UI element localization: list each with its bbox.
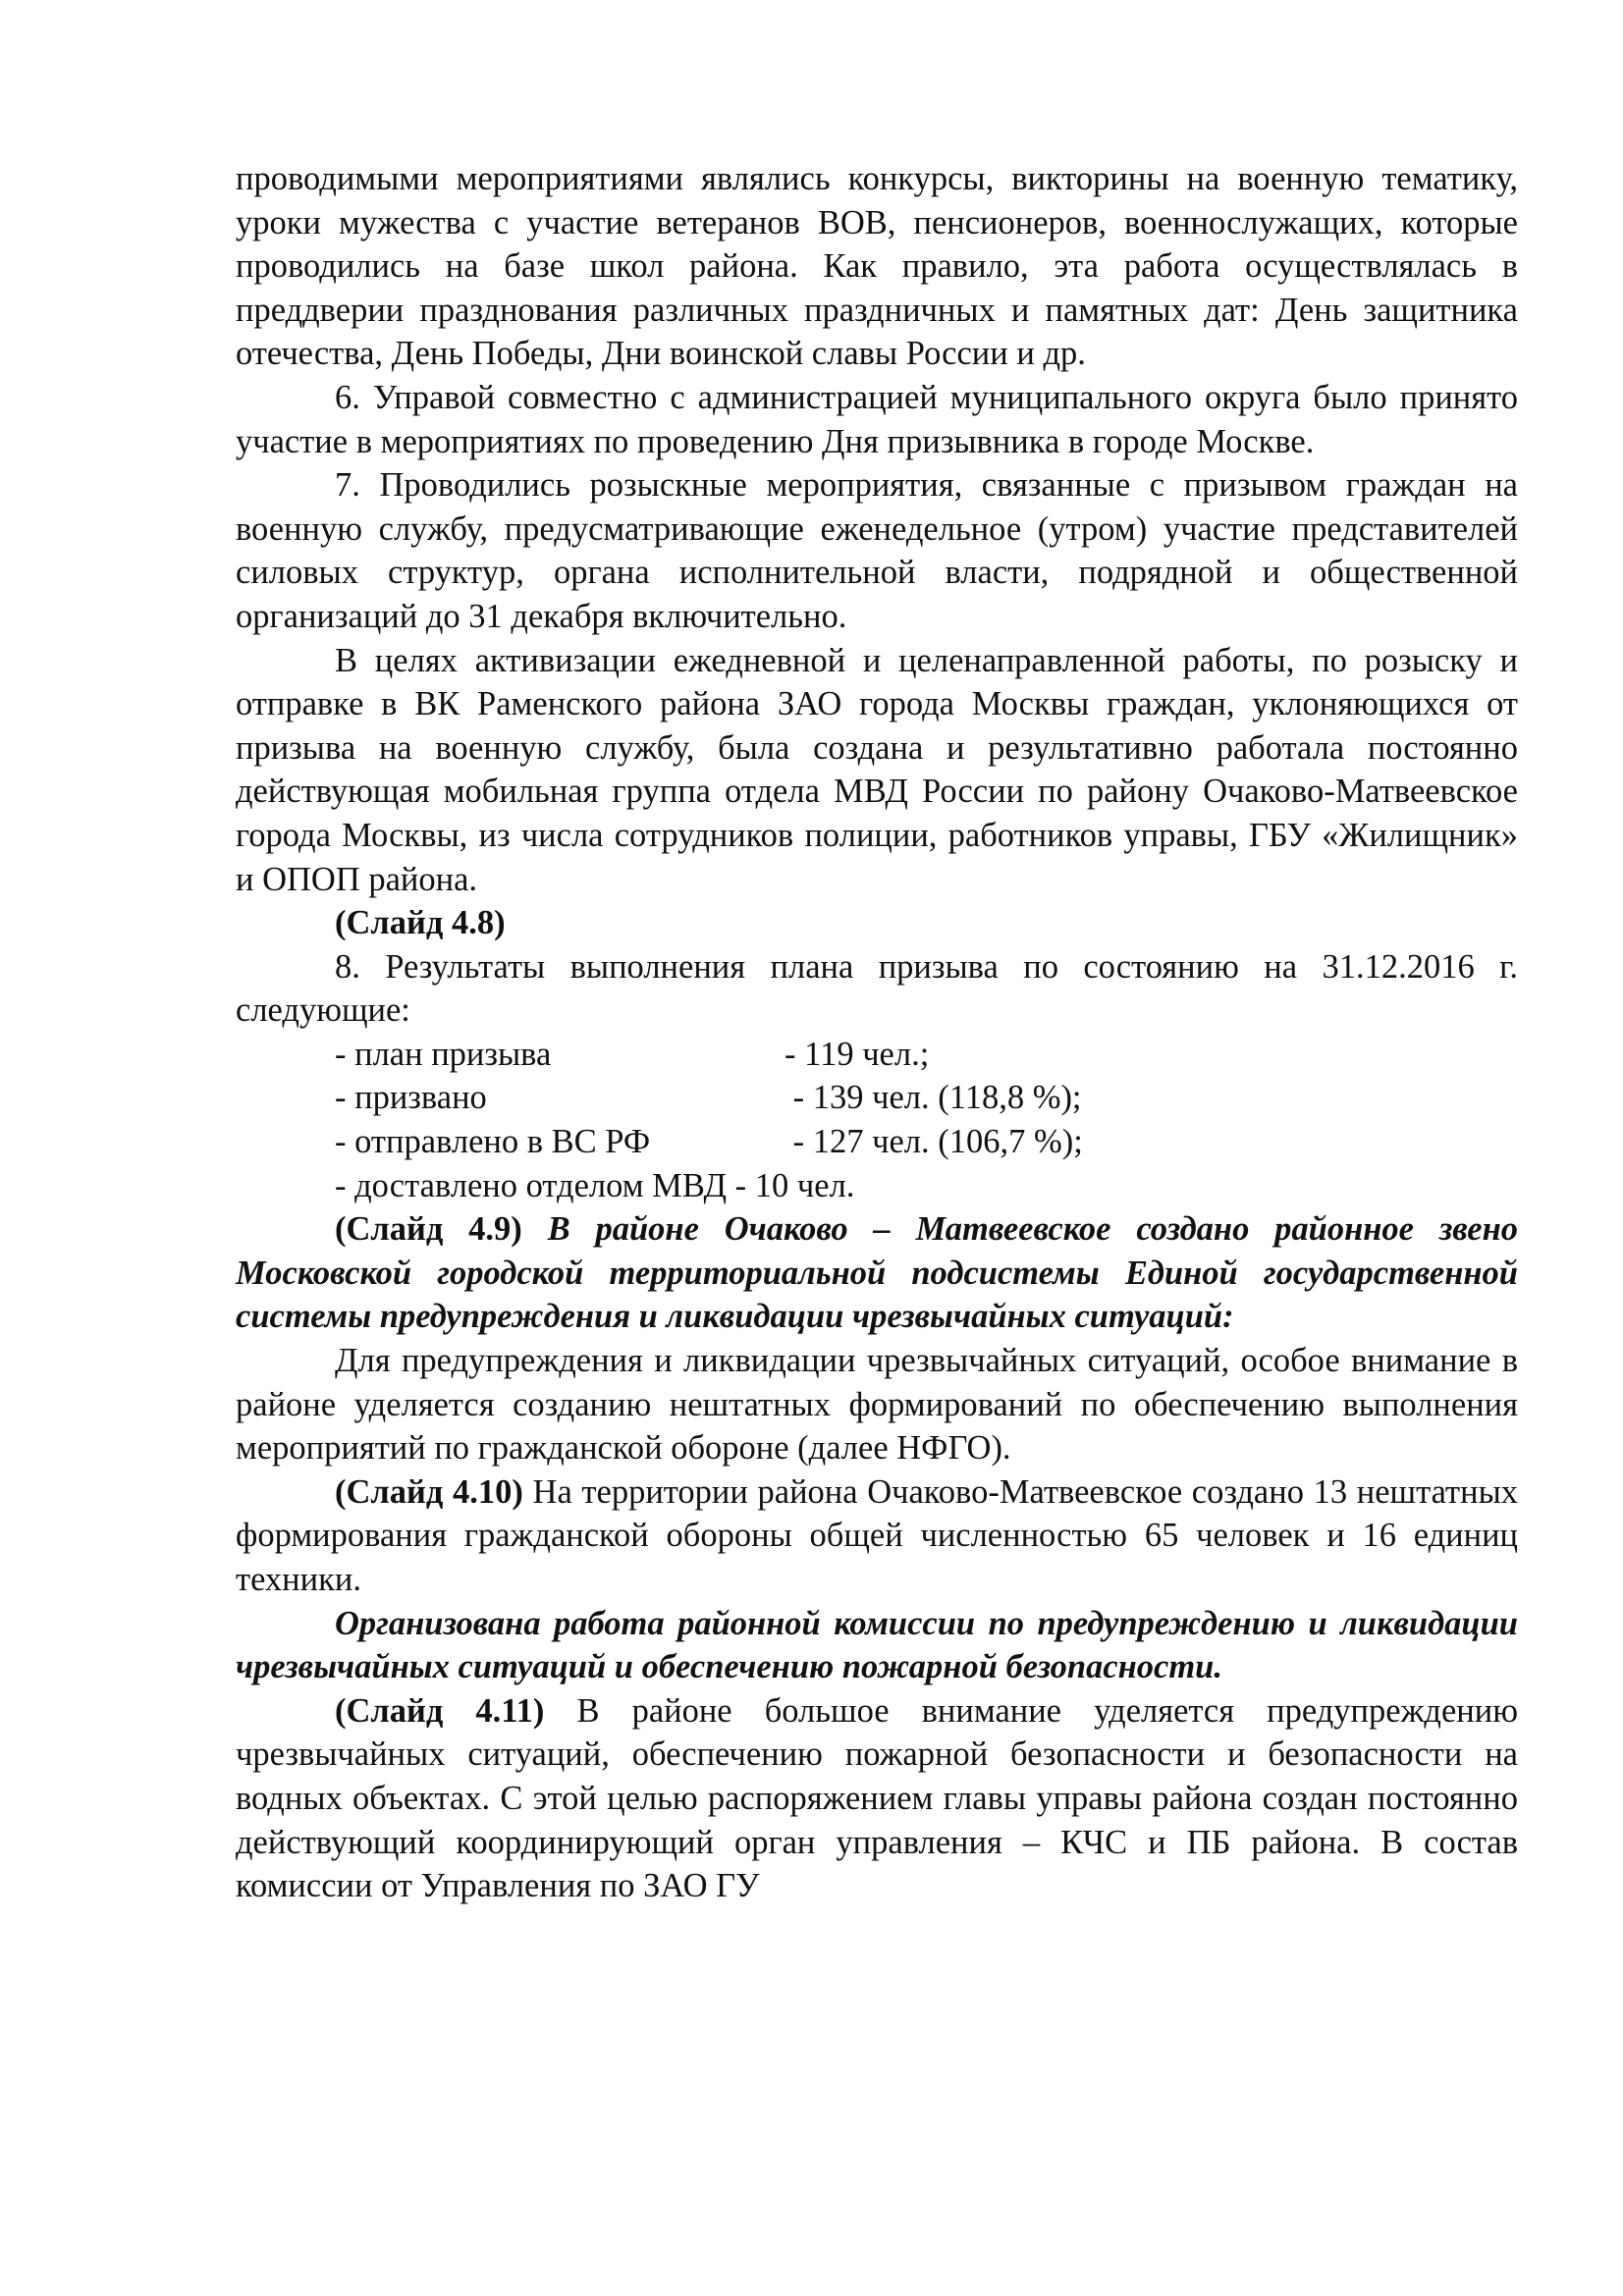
slide-label-4-8: (Слайд 4.8) xyxy=(335,904,506,942)
results-row-delivered: - доставлено отделом МВД - 10 чел. xyxy=(335,1166,855,1204)
slide-label-4-9: (Слайд 4.9) xyxy=(335,1210,522,1249)
paragraph-slide-4-10-text: На территории района Очаково-Матвеевское создано 13 нештатных формирования гражданской обороны общей численностью 65 человек и 16 единиц техники. xyxy=(236,1472,1519,1598)
results-row-plan xyxy=(236,1033,1518,1077)
paragraph-slide-4-11-text: В районе большое внимание уделяется предупреждению чрезвычайных ситуаций, обеспечению пожарной безопасности и безопасности на водных объектах. С этой целью распоряжением главы управы района создан постоянно действующий координирующий орган управления – КЧС и ПБ района. В состав комиссии от Управления по ЗАО ГУ xyxy=(236,1691,1518,1905)
results-label: - план призыва xyxy=(335,1035,552,1073)
paragraph-nfgo: Для предупреждения и ликвидации чрезвычайных ситуаций, особое внимание в районе уделяется созданию нештатных формирований по обеспечению выполнения мероприятий по гражданской обороне (далее НФГО). xyxy=(236,1342,1518,1468)
results-value: - 139 чел. (118,8 %); xyxy=(784,1079,1082,1117)
heading-commission: Организована работа районной комиссии по предупреждению и ликвидации чрезвычайных ситуаций и обеспечению пожарной безопасности. xyxy=(236,1604,1518,1686)
paragraph-item-6: 6. Управой совместно с администрацией муниципального округа было принято участие в мероприятиях по проведению Дня призывника в городе Москве. xyxy=(236,378,1518,460)
paragraph-item-7: 7. Проводились розыскные мероприятия, связанные с призывом граждан на военную службу, предусматривающие еженедельное (утром) участие представителей силовых структур, органа исполнительной власти, подрядной и общественной организаций до 31 декабря включительно. xyxy=(236,466,1518,635)
slide-label-4-10: (Слайд 4.10) xyxy=(335,1472,523,1511)
paragraph-events: проводимыми мероприятиями являлись конкурсы, викторины на военную тематику, уроки мужества с участие ветеранов ВОВ, пенсионеров, военнослужащих, которые проводились на базе школ района. Как правило, эта работа осуществлялась в преддверии празднования различных праздничных и памятных дат: День защитника отечества, День Победы, Дни воинской славы России и др. xyxy=(236,160,1518,373)
results-value: - 119 чел.; xyxy=(784,1035,930,1073)
heading-emergency-link: В районе Очаково – Матвеевское создано районное звено Московской городской территориальной подсистемы Единой государственной системы предупреждения и ликвидации чрезвычайных ситуаций: xyxy=(236,1210,1518,1336)
slide-label-4-11: (Слайд 4.11) xyxy=(335,1691,545,1730)
results-value: - 127 чел. (106,7 %); xyxy=(784,1123,1083,1161)
results-label: - отправлено в ВС РФ xyxy=(335,1123,651,1161)
paragraph-slide-4-9 xyxy=(236,1207,1518,1339)
results-label: - призвано xyxy=(335,1079,487,1117)
document-page xyxy=(236,157,1518,1908)
results-row-drafted xyxy=(236,1076,1518,1120)
paragraph-item-8: 8. Результаты выполнения плана призыва по состоянию на 31.12.2016 г. следующие: xyxy=(236,947,1518,1030)
paragraph-slide-4-11 xyxy=(236,1689,1518,1908)
paragraph-mobile-group: В целях активизации ежедневной и целенаправленной работы, по розыску и отправке в ВК Раменского района ЗАО города Москвы граждан, уклоняющихся от призыва на военную службу, была создана и результативно работала постоянно действующая мобильная группа отдела МВД России по району Очаково-Матвеевское города Москвы, из числа сотрудников полиции, работников управы, ГБУ «Жилищник» и ОПОП района. xyxy=(236,641,1518,898)
results-row-sent xyxy=(236,1120,1518,1164)
paragraph-slide-4-10 xyxy=(236,1470,1518,1602)
